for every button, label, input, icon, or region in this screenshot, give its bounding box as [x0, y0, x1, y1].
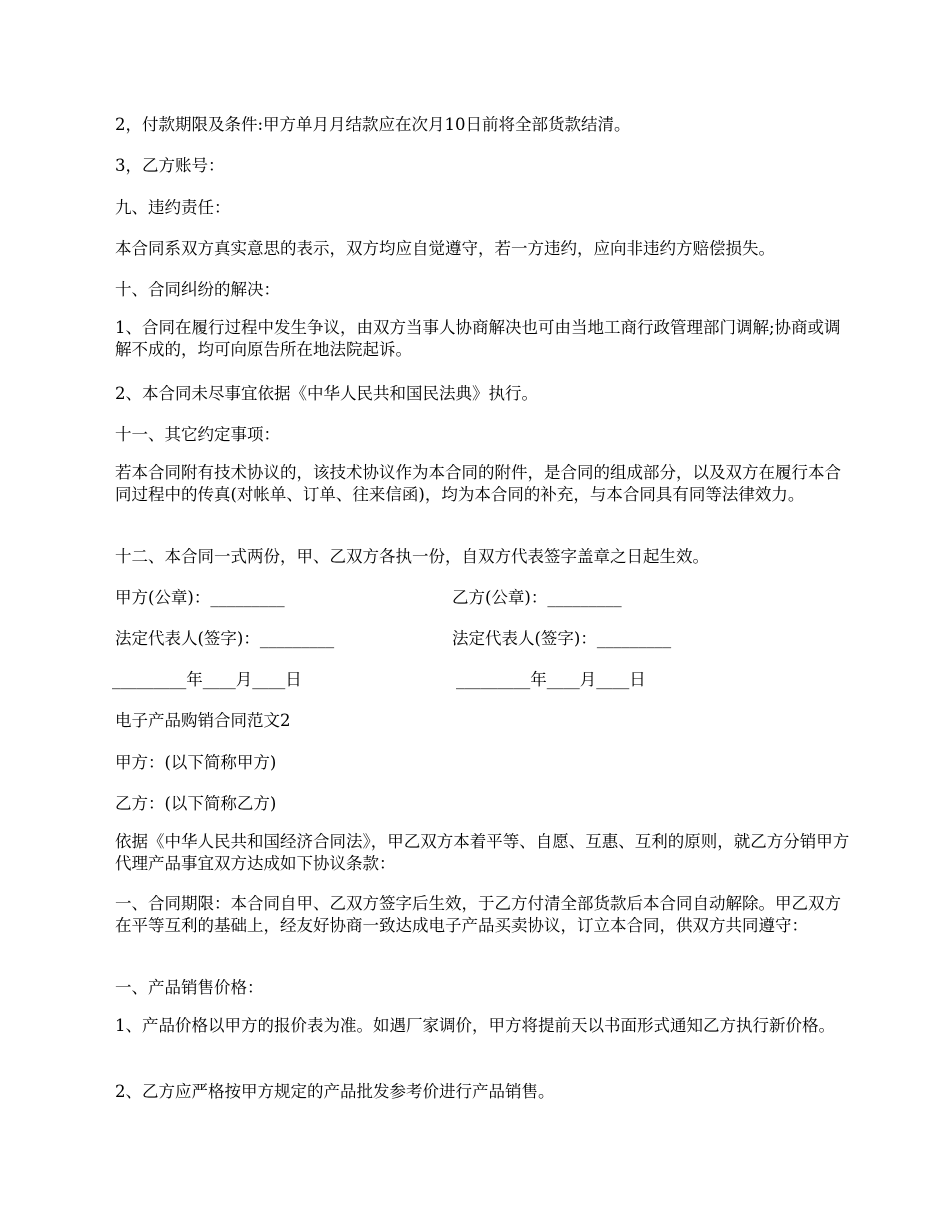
paragraph-copies-effective: 十二、本合同一式两份，甲、乙双方各执一份，自双方代表签字盖章之日起生效。 — [115, 547, 709, 566]
party-a-intro: 甲方：(以下简称甲方) — [115, 753, 277, 772]
party-a-seal-line: 甲方(公章)：_________ — [115, 588, 285, 607]
party-b-seal-line: 乙方(公章)：_________ — [452, 588, 622, 607]
paragraph-other-matters: 若本合同附有技术协议的，该技术协议作为本合同的附件，是合同的组成部分，以及双方在履行本合同过程中的传真(对帐单、订单、往来信函)，均为本合同的补充，与本合同具有同等法律效力。 — [115, 463, 841, 504]
paragraph-dispute-1: 1、合同在履行过程中发生争议，由双方当事人协商解决也可由当地工商行政管理部门调解;协商或调解不成的，均可向原告所在地法院起诉。 — [115, 318, 841, 359]
party-a-representative-line: 法定代表人(签字)：_________ — [115, 629, 335, 648]
heading-sales-price: 一、产品销售价格： — [115, 978, 264, 997]
paragraph-dispute-2: 2、本合同未尽事宜依据《中华人民共和国民法典》执行。 — [115, 384, 538, 403]
paragraph-contract-term: 一、合同期限：本合同自甲、乙双方签字后生效，于乙方付清全部货款后本合同自动解除。甲乙双方在平等互利的基础上，经友好协商一致达成电子产品买卖协议，订立本合同，供双方共同遵守： — [115, 894, 841, 935]
heading-other-matters: 十一、其它约定事项： — [115, 425, 280, 444]
heading-dispute-resolution: 十、合同纠纷的解决： — [115, 280, 280, 299]
party-b-intro: 乙方：(以下简称乙方) — [115, 794, 277, 813]
paragraph-legal-basis: 依据《中华人民共和国经济合同法》，甲乙双方本着平等、自愿、互惠、互利的原则，就乙方分销甲方代理产品事宜双方达成如下协议条款： — [115, 832, 850, 873]
paragraph-account-number: 3，乙方账号： — [115, 156, 225, 175]
heading-breach-liability: 九、违约责任： — [115, 198, 231, 217]
paragraph-wholesale-price: 2、乙方应严格按甲方规定的产品批发参考价进行产品销售。 — [115, 1082, 555, 1101]
paragraph-payment-terms: 2，付款期限及条件:甲方单月月结款应在次月10日前将全部货款结清。 — [115, 115, 631, 134]
party-a-date-line: _________年____月____日 — [112, 670, 302, 689]
second-contract-title: 电子产品购销合同范文2 — [115, 711, 291, 730]
paragraph-price-basis: 1、产品价格以甲方的报价表为准。如遇厂家调价，甲方将提前天以书面形式通知乙方执行新价格。 — [115, 1016, 835, 1035]
party-b-date-line: _________年____月____日 — [456, 670, 646, 689]
paragraph-breach-liability: 本合同系双方真实意思的表示，双方均应自觉遵守，若一方违约，应向非违约方赔偿损失。 — [115, 239, 775, 258]
party-b-representative-line: 法定代表人(签字)：_________ — [452, 629, 672, 648]
